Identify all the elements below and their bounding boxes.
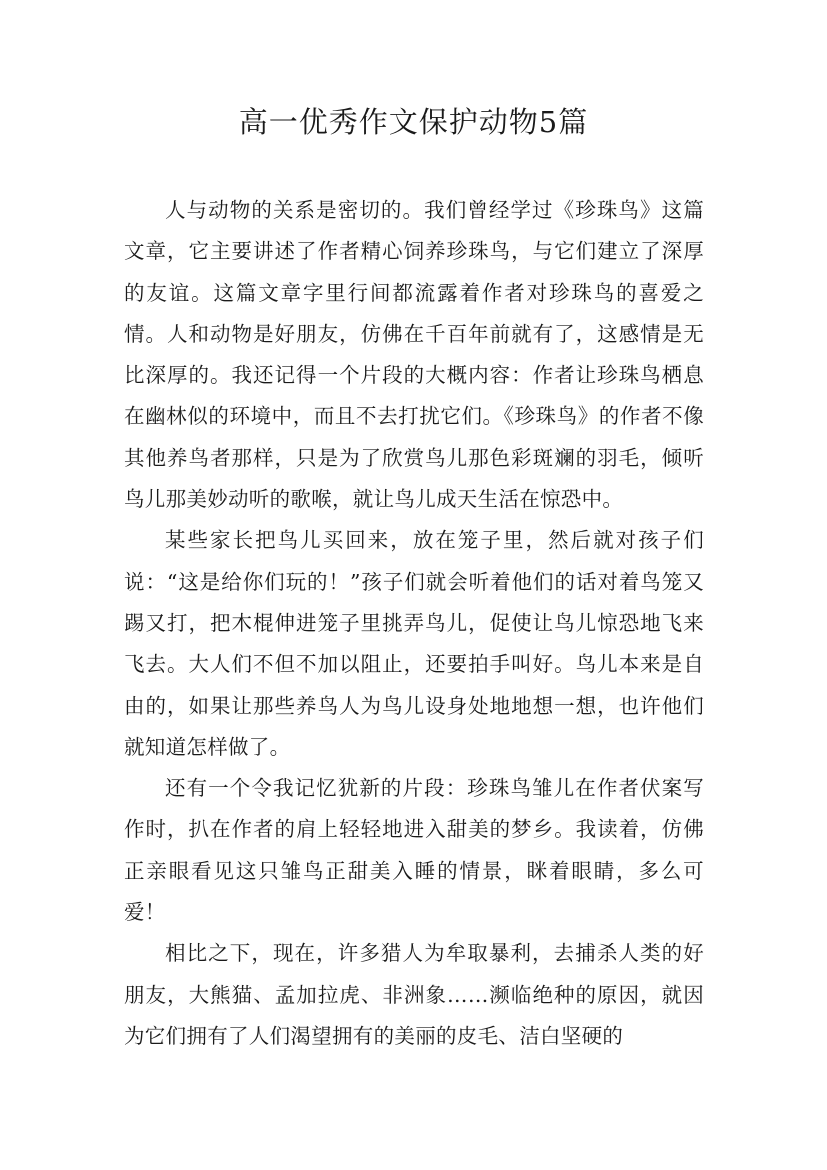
document-title: 高一优秀作文保护动物5篇 [238, 105, 589, 139]
document-body [124, 190, 704, 1057]
paragraph: 相比之下，现在，许多猎人为牟取暴利，去捕杀人类的好朋友，大熊猫、孟加拉虎、非洲象……濒临绝种的原因，就因为它们拥有了人们渴望拥有的美丽的皮毛、洁白坚硬的 [124, 941, 704, 1048]
paragraph: 某些家长把鸟儿买回来，放在笼子里，然后就对孩子们说：“这是给你们玩的！”孩子们就会听着他们的话对着鸟笼又踢又打，把木棍伸进笼子里挑弄鸟儿，促使让鸟儿惊恐地飞来飞去。大人们不但不加以阻止，还要拍手叫好。鸟儿本来是自由的，如果让那些养鸟人为鸟儿设身处地地想一想，也许他们就知道怎样做了。 [124, 528, 704, 759]
paragraph: 还有一个令我记忆犹新的片段：珍珠鸟雏儿在作者伏案写作时，扒在作者的肩上轻轻地进入甜美的梦乡。我读着，仿佛正亲眼看见这只雏鸟正甜美入睡的情景，眯着眼睛，多么可爱！ [124, 776, 704, 925]
paragraph: 人与动物的关系是密切的。我们曾经学过《珍珠鸟》这篇文章，它主要讲述了作者精心饲养珍珠鸟，与它们建立了深厚的友谊。这篇文章字里行间都流露着作者对珍珠鸟的喜爱之情。人和动物是好朋友，仿佛在千百年前就有了，这感情是无比深厚的。我还记得一个片段的大概内容：作者让珍珠鸟栖息在幽林似的环境中，而且不去打扰它们。《珍珠鸟》的作者不像其他养鸟者那样，只是为了欣赏鸟儿那色彩斑斓的羽毛，倾听鸟儿那美妙动听的歌喉，就让鸟儿成天生活在惊恐中。 [124, 198, 704, 512]
